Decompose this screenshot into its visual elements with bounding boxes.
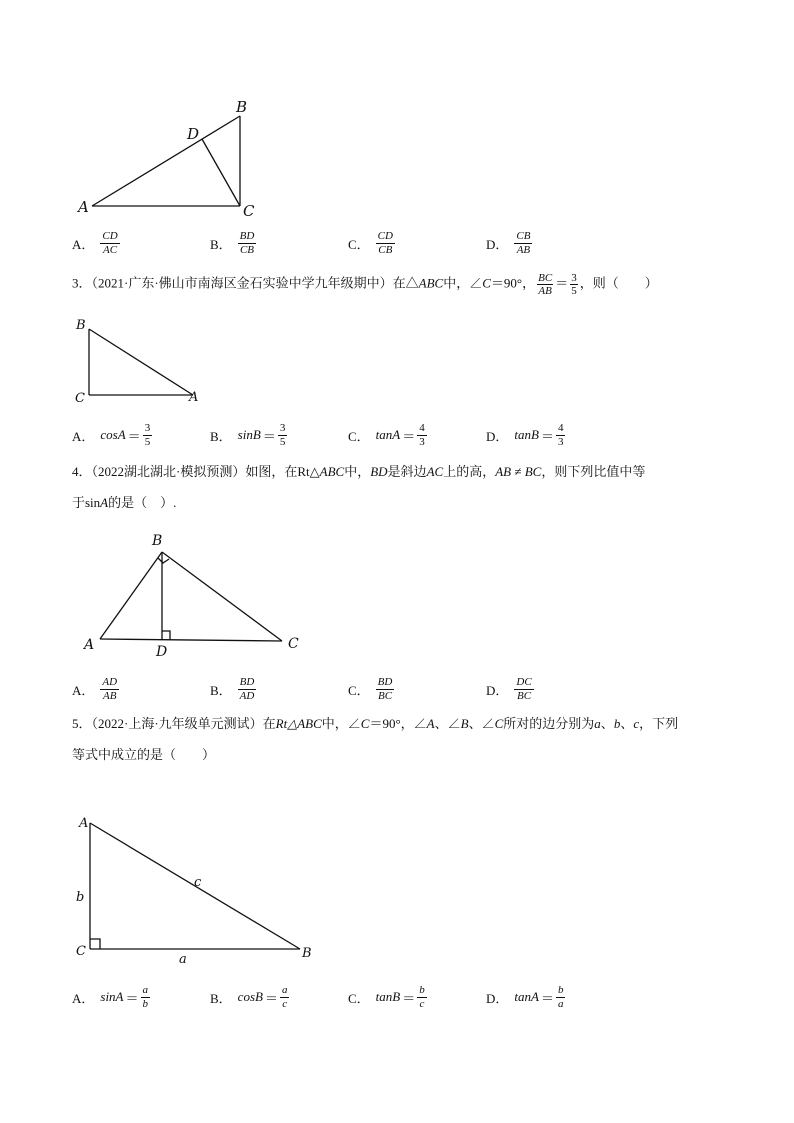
option-label: D． xyxy=(486,236,509,252)
option-label: A． xyxy=(72,990,95,1006)
numerator: 3 xyxy=(571,272,577,284)
vertex-label-b: B xyxy=(302,946,312,961)
fraction xyxy=(570,272,578,297)
question-text: 是斜边 xyxy=(387,464,427,479)
numerator: 3 xyxy=(279,421,286,434)
option-label: B． xyxy=(210,990,232,1006)
numerator: 4 xyxy=(557,421,564,434)
option-d[interactable] xyxy=(486,980,565,1014)
question-text: c xyxy=(633,716,640,731)
function-name: cosB xyxy=(237,989,263,1004)
vertex-label-b: B xyxy=(152,533,163,549)
numerator: AD xyxy=(102,675,118,688)
numerator: a xyxy=(281,983,288,996)
function-name: tanA xyxy=(514,989,539,1004)
option-d[interactable] xyxy=(486,226,532,260)
fraction xyxy=(376,676,395,702)
expression xyxy=(514,422,565,448)
question-line-2: 等式中成立的是（ ） xyxy=(72,747,216,762)
numerator: BD xyxy=(239,675,255,688)
option-d[interactable] xyxy=(486,672,534,706)
question-text: C xyxy=(360,716,370,731)
question-text: 、 xyxy=(620,716,634,731)
fraction xyxy=(143,422,153,448)
option-label: B． xyxy=(210,236,232,252)
function-name: tanB xyxy=(514,427,539,442)
option-b[interactable] xyxy=(210,418,287,452)
option-c[interactable] xyxy=(348,418,427,452)
question-text: C xyxy=(494,716,504,731)
function-name: cosA xyxy=(100,427,126,442)
function-name: tanA xyxy=(375,427,401,442)
equals-sign: ＝ xyxy=(402,428,416,444)
numerator: 3 xyxy=(144,421,151,434)
question-text: ABC xyxy=(319,464,345,479)
expression xyxy=(100,984,150,1010)
numerator: BD xyxy=(239,229,255,242)
question-text: 于sin xyxy=(72,495,101,510)
question-text: 、∠ xyxy=(468,716,495,731)
question-text: A xyxy=(100,495,109,510)
fraction xyxy=(417,984,427,1010)
denominator: AD xyxy=(239,689,255,702)
option-a[interactable] xyxy=(72,980,150,1014)
option-label: A． xyxy=(72,236,95,252)
question-5 xyxy=(72,714,678,765)
question-text: Rt△ABC xyxy=(275,716,322,731)
option-label: C． xyxy=(348,682,370,698)
denominator: 5 xyxy=(571,285,577,298)
fraction xyxy=(238,676,257,702)
fraction xyxy=(514,230,532,256)
question-4 xyxy=(72,462,645,513)
option-b[interactable] xyxy=(210,226,256,260)
numerator: b xyxy=(557,983,564,996)
question-text: AB ≠ BC xyxy=(495,464,542,479)
option-label: A． xyxy=(72,682,95,698)
equals-sign: ＝ xyxy=(262,428,276,444)
option-label: D． xyxy=(486,682,509,698)
vertex-label-a: A xyxy=(84,637,95,653)
expression xyxy=(376,422,427,448)
option-label: D． xyxy=(486,990,509,1006)
option-c[interactable] xyxy=(348,980,427,1014)
question-3 xyxy=(72,272,658,297)
numerator: b xyxy=(419,983,425,996)
vertex-label-d: D xyxy=(156,644,168,660)
option-label: D． xyxy=(486,428,509,444)
function-name: tanB xyxy=(375,989,401,1004)
question-text: ，下列 xyxy=(639,716,679,731)
vertex-label-c: C xyxy=(243,202,255,220)
vertex-label-c: C xyxy=(75,391,85,406)
denominator: BC xyxy=(377,689,393,702)
vertex-label-a: A xyxy=(189,390,199,405)
numerator: a xyxy=(142,983,149,996)
denominator: CB xyxy=(239,243,255,256)
numerator: CB xyxy=(516,229,531,242)
denominator: AB xyxy=(103,689,117,702)
question-text: BD xyxy=(370,464,388,479)
denominator: 3 xyxy=(557,435,564,448)
fraction xyxy=(238,230,257,256)
option-label: C． xyxy=(348,990,370,1006)
numerator: CD xyxy=(377,229,393,242)
figure-altitude-triangle xyxy=(0,530,794,660)
vertex-label-c: C xyxy=(76,944,86,959)
question-text: 5．（2022·上海·九年级单元测试）在 xyxy=(72,716,276,731)
equals-sign: ＝ xyxy=(127,428,141,444)
question-line-2 xyxy=(72,493,645,513)
option-a[interactable] xyxy=(72,226,120,260)
denominator: AB xyxy=(538,285,552,298)
question-text: C xyxy=(482,275,491,291)
denominator: c xyxy=(282,997,288,1010)
function-name: sinA xyxy=(100,989,124,1004)
numerator: CD xyxy=(102,229,118,242)
option-label: B． xyxy=(210,428,232,444)
question-text: 中，∠ xyxy=(321,716,361,731)
equals-sign: ＝ xyxy=(264,990,278,1006)
expression xyxy=(238,422,288,448)
question-text: A xyxy=(426,716,435,731)
vertex-label-d: D xyxy=(187,125,200,143)
fraction xyxy=(100,230,119,256)
question-text: a xyxy=(594,716,601,731)
question-text: 、 xyxy=(600,716,614,731)
denominator: b xyxy=(142,997,149,1010)
denominator: c xyxy=(419,997,425,1010)
fraction xyxy=(280,984,290,1010)
option-b[interactable] xyxy=(210,980,289,1014)
denominator: AC xyxy=(103,243,118,256)
question-text: ＝90°，∠ xyxy=(369,716,427,731)
fraction xyxy=(556,984,566,1010)
option-label: A． xyxy=(72,428,95,444)
question-text: b xyxy=(613,716,621,731)
question-text: 上的高， xyxy=(443,464,496,479)
question-line-1 xyxy=(72,714,678,734)
side-label-c: c xyxy=(194,875,202,890)
fraction xyxy=(376,230,395,256)
question-line-1 xyxy=(72,462,645,482)
question-text: AC xyxy=(426,464,444,479)
vertex-label-a: A xyxy=(78,198,89,216)
fraction xyxy=(514,676,533,702)
denominator: 5 xyxy=(279,435,286,448)
figure-right-triangle-abc xyxy=(0,310,794,410)
vertex-label-c: C xyxy=(288,636,299,652)
question-text: 、∠ xyxy=(434,716,461,731)
question-text: 所对的边分别为 xyxy=(503,716,595,731)
option-label: C． xyxy=(348,428,370,444)
figure-triangle-abc-d xyxy=(0,0,794,230)
fraction xyxy=(278,422,288,448)
fraction xyxy=(537,272,553,297)
numerator: BC xyxy=(538,272,553,284)
option-label: C． xyxy=(348,236,370,252)
numerator: 4 xyxy=(419,421,425,434)
vertex-label-a: A xyxy=(79,816,89,831)
expression xyxy=(100,422,152,448)
function-name: sinB xyxy=(237,427,261,442)
question-text: B xyxy=(460,716,469,731)
denominator: 5 xyxy=(144,435,151,448)
numerator: BD xyxy=(377,675,393,688)
expression xyxy=(238,984,290,1010)
question-text: ＝90°， xyxy=(490,275,536,291)
question-text: ，则（ ） xyxy=(579,275,658,291)
question-text: 中， xyxy=(344,464,371,479)
question-text: ，则下列比值中等 xyxy=(541,464,646,479)
side-label-a: a xyxy=(179,952,187,967)
equals-sign: ＝ xyxy=(540,428,554,444)
option-a[interactable] xyxy=(72,672,119,706)
option-b[interactable] xyxy=(210,672,256,706)
denominator: BC xyxy=(517,689,532,702)
equals-sign: ＝ xyxy=(402,990,416,1006)
numerator: DC xyxy=(516,675,532,688)
option-a[interactable] xyxy=(72,418,152,452)
option-label: B． xyxy=(210,682,232,698)
vertex-label-b: B xyxy=(236,98,248,116)
question-text: ＝ xyxy=(555,275,569,291)
question-text: ABC xyxy=(418,275,444,291)
vertex-label-b: B xyxy=(76,318,86,333)
question-text: 的是（ ）. xyxy=(108,495,177,510)
denominator: CB xyxy=(378,243,393,256)
denominator: a xyxy=(557,997,564,1010)
fraction xyxy=(141,984,151,1010)
fraction xyxy=(417,422,427,448)
question-text: 4．（2022湖北湖北·模拟预测）如图，在Rt△ xyxy=(72,464,320,479)
option-c[interactable] xyxy=(348,226,395,260)
expression xyxy=(376,984,427,1010)
expression xyxy=(514,984,565,1010)
denominator: 3 xyxy=(419,435,425,448)
option-c[interactable] xyxy=(348,672,394,706)
question-text: 3．（2021·广东·佛山市南海区金石实验中学九年级期中）在△ xyxy=(72,275,419,291)
question-text: 中，∠ xyxy=(443,275,483,291)
equals-sign: ＝ xyxy=(125,990,139,1006)
equals-sign: ＝ xyxy=(540,990,554,1006)
fraction xyxy=(556,422,566,448)
figure-right-triangle-sides xyxy=(0,810,794,970)
side-label-b: b xyxy=(76,890,85,905)
option-d[interactable] xyxy=(486,418,565,452)
denominator: AB xyxy=(516,243,531,256)
fraction xyxy=(100,676,119,702)
